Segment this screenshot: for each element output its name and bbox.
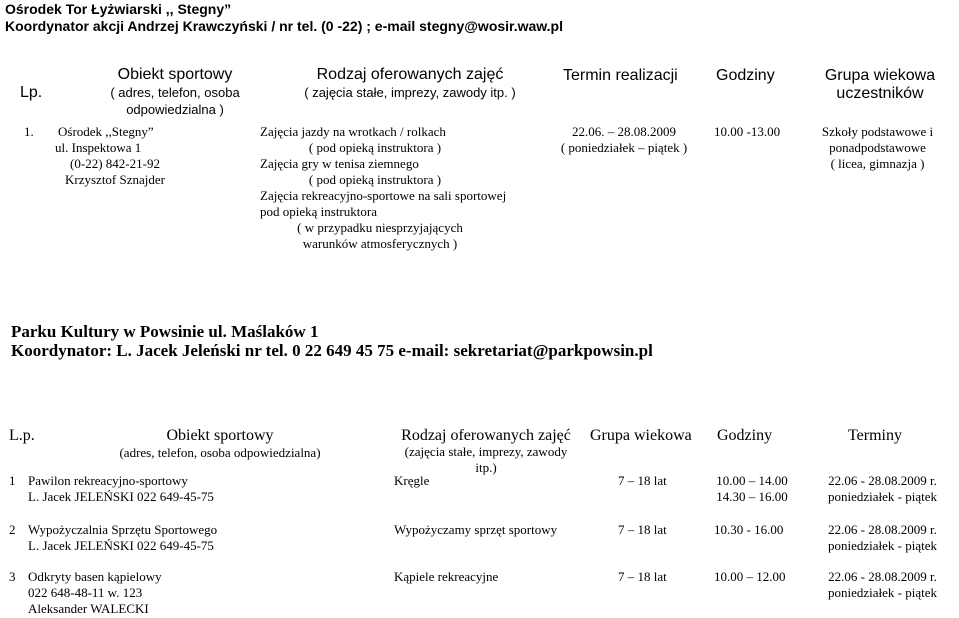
row2-3-terms-line1: 22.06 - 28.08.2009 r. [828,569,937,584]
row2-2-terms [810,522,955,554]
lp2-header: L.p. [9,427,35,444]
object-header-sub1: ( adres, telefon, osoba [110,85,240,100]
hours-header: Godziny [716,67,775,84]
age-header [805,67,955,103]
row2-1-lp: 1 [9,473,16,488]
row1-term [540,124,708,156]
row2-1-age: 7 – 18 lat [618,473,667,488]
lp-header: Lp. [20,84,43,101]
row2-1-hours-line1: 10.00 – 14.00 [716,473,788,488]
row2-3-lp: 3 [9,569,16,584]
row2-3-age: 7 – 18 lat [618,569,667,584]
row1-age [800,124,955,172]
row1-object-line1: Ośrodek ,,Stegny” [58,124,154,139]
row2-3-terms-line2: poniedziałek - piątek [827,585,937,600]
kind2-header-sub2: itp.) [475,460,497,475]
row2-2-age: 7 – 18 lat [618,522,667,537]
row1-object-line4: Krzysztof Sznajder [65,172,165,187]
row1-kind [260,124,530,252]
row1-term-line1: 22.06. – 28.08.2009 [572,124,676,139]
row2-1-object-line1: Pawilon rekreacyjno-sportowy [28,473,188,488]
row2-3-object [28,569,162,617]
row2-2-terms-line2: poniedziałek - piątek [827,538,937,553]
row2-3-kind: Kąpiele rekreacyjne [394,569,499,584]
row1-hours: 10.00 -13.00 [714,124,781,139]
row2-1-hours-line2: 14.30 – 16.00 [716,489,788,504]
terms2-header: Terminy [848,427,902,444]
object2-header-title: Obiekt sportowy [166,427,274,444]
row1-kind-line1: Zajęcia jazdy na wrotkach / rolkach [260,124,446,139]
kind-header [270,66,550,101]
row1-kind-line3: Zajęcia gry w tenisa ziemnego [260,156,419,171]
row1-age-line3: ( licea, gimnazja ) [830,156,925,171]
age-header-line2: uczestników [836,85,924,102]
row1-kind-line6: pod opieką instruktora [260,204,377,219]
row1-term-line2: ( poniedziałek – piątek ) [560,140,688,155]
object2-header-sub: (adres, telefon, osoba odpowiedzialna) [119,445,321,460]
kind2-header-sub1: (zajęcia stałe, imprezy, zawody [404,444,568,459]
row2-2-terms-line1: 22.06 - 28.08.2009 r. [828,522,937,537]
row2-1-object [28,473,214,505]
section1-coordinator: Koordynator akcji Andrzej Krawczyński / nr tel. (0 -22) ; e-mail stegny@wosir.waw.pl [5,18,563,34]
object2-header [100,427,340,461]
row2-2-object [28,522,217,554]
kind-header-sub: ( zajęcia stałe, imprezy, zawody itp. ) [304,85,516,100]
row1-object-line3: (0-22) 842-21-92 [70,156,160,171]
row2-3-object-line1: Odkryty basen kąpielowy [28,569,162,584]
row1-kind-line7: ( w przypadku niesprzyjających [297,220,463,235]
row2-3-object-line2: 022 648-48-11 w. 123 [28,585,143,600]
kind2-header [388,427,584,476]
row1-object-line2: ul. Inspektowa 1 [55,140,142,155]
age2-header: Grupa wiekowa [590,427,692,444]
row2-1-hours [702,473,802,505]
row2-1-terms-line1: 22.06 - 28.08.2009 r. [828,473,937,488]
row2-2-object-line1: Wypożyczalnia Sprzętu Sportowego [28,522,218,537]
row1-object [55,124,185,188]
row2-1-kind: Kręgle [394,473,430,488]
hours2-header: Godziny [717,427,773,444]
row1-age-line1: Szkoły podstawowe i [821,124,934,139]
section2-title: Parku Kultury w Powsinie ul. Maślaków 1 [11,322,319,341]
row2-3-hours: 10.00 – 12.00 [714,569,786,584]
term-header: Termin realizacji [563,67,678,84]
object-header [80,66,270,118]
row2-2-lp: 2 [9,522,16,537]
row1-kind-line5: Zajęcia rekreacyjno-sportowe na sali sportowej [260,188,507,203]
row2-3-object-line3: Aleksander WALECKI [28,601,149,616]
row2-2-hours: 10.30 - 16.00 [714,522,784,537]
row2-2-kind: Wypożyczamy sprzęt sportowy [394,522,558,537]
object-header-sub2: odpowiedzialna ) [126,102,224,117]
object-header-title: Obiekt sportowy [117,66,233,83]
section2-coordinator: Koordynator: L. Jacek Jeleński nr tel. 0 22 649 45 75 e-mail: sekretariat@parkpowsin.pl [11,341,653,360]
kind2-header-title: Rodzaj oferowanych zajęć [401,427,571,444]
row1-kind-line4: ( pod opieką instruktora ) [308,172,442,187]
row2-1-terms [810,473,955,505]
row2-1-object-line2: L. Jacek JELEŃSKI 022 649-45-75 [28,489,214,504]
kind-header-title: Rodzaj oferowanych zajęć [316,66,504,83]
row1-lp: 1. [24,124,34,139]
row2-3-terms [810,569,955,601]
age-header-line1: Grupa wiekowa [824,67,936,84]
section1-title: Ośrodek Tor Łyżwiarski ,, Stegny” [5,1,232,17]
row1-age-line2: ponadpodstawowe [829,140,926,155]
row2-2-object-line2: L. Jacek JELEŃSKI 022 649-45-75 [28,538,214,553]
row1-kind-line8: warunków atmosferycznych ) [302,236,458,251]
row1-kind-line2: ( pod opieką instruktora ) [308,140,442,155]
row2-1-terms-line2: poniedziałek - piątek [827,489,937,504]
